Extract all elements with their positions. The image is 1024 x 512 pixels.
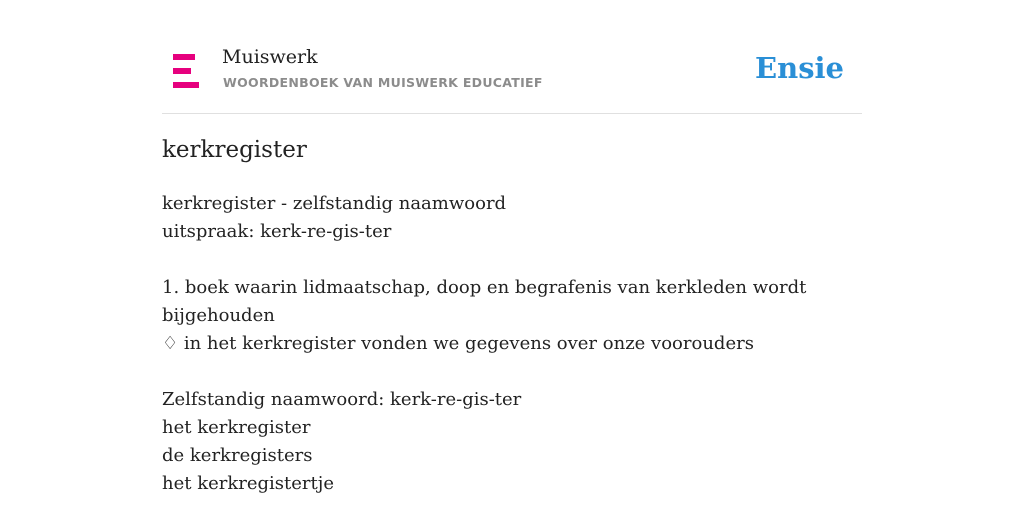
logo-bar-top [173,54,195,60]
entry-line-example: ♢ in het kerkregister vonden we gegevens over onze voorouders [162,333,754,354]
entry-body [162,190,862,498]
page-title: kerkregister [162,137,307,163]
header [162,0,862,114]
entry-line-singular: het kerkregister [162,417,311,438]
entry-line-plural: de kerkregisters [162,445,313,466]
logo-bar-bottom [173,82,199,88]
muiswerk-logo-icon[interactable] [173,54,199,88]
entry-line-blank [162,246,862,274]
entry-line-blank [162,358,862,386]
entry-line-definition: 1. boek waarin lidmaatschap, doop en begrafenis van kerkleden wordt [162,277,807,298]
entry-line-noun-syllables: Zelfstandig naamwoord: kerk-re-gis-ter [162,389,522,410]
entry-line-pronunciation: uitspraak: kerk-re-gis-ter [162,221,392,242]
entry-line-diminutive: het kerkregistertje [162,473,335,494]
brand-subtitle: WOORDENBOEK VAN MUISWERK EDUCATIEF [223,75,543,90]
entry-line-definition-cont: bijgehouden [162,305,275,326]
entry-line-headword: kerkregister - zelfstandig naamwoord [162,193,507,214]
page-container [162,0,862,494]
ensie-logo[interactable]: Ensie [755,51,844,85]
brand-name[interactable]: Muiswerk [222,46,318,68]
logo-bar-middle [173,68,191,74]
